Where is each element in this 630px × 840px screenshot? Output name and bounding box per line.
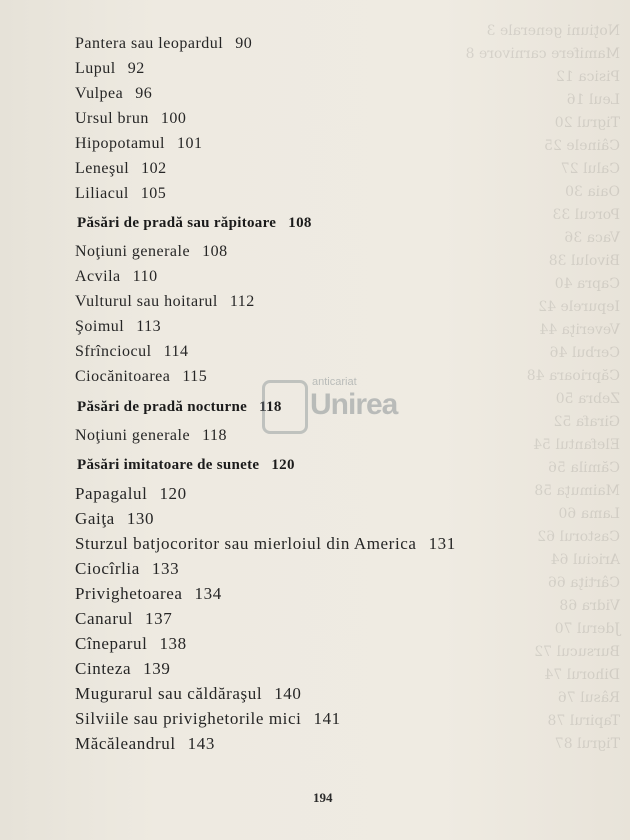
toc-entry — [75, 368, 207, 386]
entry-page-number: 118 — [202, 427, 227, 444]
entry-page-number: 96 — [135, 85, 153, 102]
entry-page-number: 139 — [143, 659, 171, 678]
bleed-line: Cârtiţa 66 — [547, 575, 620, 591]
bleed-line: Cămila 56 — [548, 460, 620, 476]
toc-entry — [75, 709, 341, 729]
entry-title: Papagalul — [75, 484, 148, 503]
bleed-line: Dihorul 74 — [544, 667, 620, 683]
toc-entry — [75, 659, 170, 679]
toc-entry — [75, 185, 166, 203]
entry-title: Vulpea — [75, 85, 124, 102]
page-number: 194 — [313, 790, 333, 805]
entry-page-number: 138 — [159, 634, 187, 653]
toc-entry — [75, 35, 252, 53]
bleed-line: Porcul 33 — [552, 207, 620, 223]
entry-title: Liliacul — [75, 185, 129, 202]
bleed-line: Câinele 25 — [544, 138, 620, 154]
bleed-line: Elefantul 54 — [533, 437, 620, 453]
entry-page-number: 113 — [136, 318, 162, 335]
entry-page-number: 108 — [288, 215, 312, 231]
entry-page-number: 137 — [145, 609, 173, 628]
bleed-line: Vaca 36 — [564, 230, 620, 246]
bleed-line: Vidra 68 — [559, 598, 620, 614]
entry-page-number: 115 — [182, 368, 208, 385]
bleed-line: Iepurele 42 — [538, 299, 620, 315]
entry-page-number: 131 — [428, 534, 456, 553]
entry-page-number: 110 — [132, 268, 158, 285]
entry-page-number: 114 — [163, 343, 189, 360]
entry-page-number: 141 — [313, 709, 341, 728]
entry-page-number: 102 — [141, 160, 167, 177]
entry-page-number: 118 — [259, 399, 282, 415]
bleed-line: Mamifere carnivore 8 — [465, 46, 620, 62]
toc-entry — [75, 584, 222, 604]
toc-entry — [75, 293, 255, 311]
toc-entry — [75, 684, 302, 704]
entry-page-number: 120 — [271, 457, 295, 473]
section-heading — [77, 457, 295, 474]
bleed-line: Pisica 12 — [555, 69, 620, 85]
bleed-line: Maimuţa 58 — [534, 483, 620, 499]
bleed-line: Lama 60 — [558, 506, 620, 522]
watermark-small-text: anticariat — [312, 376, 357, 388]
entry-title: Păsări imitatoare de sunete — [77, 457, 260, 473]
entry-title: Noţiuni generale — [75, 243, 191, 260]
entry-title: Lupul — [75, 60, 116, 77]
toc-entry — [75, 243, 228, 261]
bleed-line: Castorul 62 — [537, 529, 620, 545]
section-heading — [77, 215, 312, 232]
entry-title: Privighetoarea — [75, 584, 183, 603]
bleed-line: Zebra 50 — [555, 391, 620, 407]
entry-title: Măcăleandrul — [75, 734, 176, 753]
entry-title: Gaiţa — [75, 509, 115, 528]
entry-title: Hipopotamul — [75, 135, 165, 152]
toc-entry — [75, 85, 152, 103]
bleed-line: Girafa 52 — [553, 414, 620, 430]
bleed-line: Capra 40 — [554, 276, 620, 292]
entry-page-number: 100 — [160, 110, 187, 127]
bleed-line: Tapirul 78 — [547, 713, 620, 729]
bleed-line: Tigrul 87 — [554, 736, 620, 752]
entry-title: Cîneparul — [75, 634, 148, 653]
bleed-line: Veveriţa 44 — [539, 322, 620, 338]
entry-title: Păsări de pradă sau răpitoare — [77, 215, 277, 231]
bleed-line: Calul 27 — [560, 161, 620, 177]
book-icon — [262, 380, 308, 434]
toc-entry — [75, 343, 189, 361]
bleed-line: Tigrul 20 — [554, 115, 620, 131]
toc-entry — [75, 60, 145, 78]
toc-entry — [75, 318, 161, 336]
entry-title: Ciocîrlia — [75, 559, 140, 578]
entry-page-number: 90 — [235, 35, 253, 52]
entry-page-number: 101 — [176, 135, 203, 152]
entry-title: Noţiuni generale — [75, 427, 191, 444]
entry-title: Păsări de pradă nocturne — [77, 399, 248, 415]
toc-entry — [75, 160, 167, 178]
toc-entry — [75, 634, 187, 654]
bleed-line: Jderul 70 — [554, 621, 620, 637]
entry-page-number: 108 — [202, 243, 228, 260]
watermark-logo — [262, 376, 432, 436]
bleed-line: Căprioara 48 — [526, 368, 620, 384]
entry-title: Cinteza — [75, 659, 132, 678]
entry-title: Sfrînciocul — [75, 343, 152, 360]
entry-title: Ciocănitoarea — [75, 368, 171, 385]
toc-entry — [75, 135, 202, 153]
entry-page-number: 92 — [127, 60, 145, 77]
entry-title: Pantera sau leopardul — [75, 35, 224, 52]
toc-entry — [75, 559, 179, 579]
bleed-line: Cerbul 46 — [549, 345, 620, 361]
entry-page-number: 133 — [151, 559, 180, 578]
section-heading — [77, 399, 282, 416]
bleed-line: Leul 16 — [566, 92, 620, 108]
entry-title: Mugurarul sau căldăraşul — [75, 684, 263, 703]
entry-title: Silviile sau privighetorile mici — [75, 709, 302, 728]
entry-title: Şoimul — [75, 318, 125, 335]
toc-entry — [75, 427, 227, 445]
toc-entry — [75, 734, 215, 754]
entry-page-number: 143 — [187, 734, 215, 753]
entry-page-number: 105 — [140, 185, 167, 202]
entry-title: Canarul — [75, 609, 134, 628]
entry-title: Leneşul — [75, 160, 130, 177]
entry-title: Sturzul batjocoritor sau mierloiul din America — [75, 534, 417, 553]
bleed-line: Ariciul 64 — [550, 552, 620, 568]
entry-title: Vulturul sau hoitarul — [75, 293, 218, 310]
toc-entry — [75, 110, 186, 128]
entry-title: Acvila — [75, 268, 121, 285]
toc-entry — [75, 609, 172, 629]
entry-page-number: 134 — [194, 584, 222, 603]
toc-entry — [75, 509, 154, 529]
entry-page-number: 130 — [126, 509, 155, 528]
entry-page-number: 120 — [159, 484, 187, 503]
watermark-big-text: Unirea — [310, 388, 398, 421]
bleed-line: Bivolul 38 — [548, 253, 620, 269]
entry-title: Ursul brun — [75, 110, 149, 127]
entry-page-number: 140 — [274, 684, 302, 703]
bleed-line: Râsul 76 — [557, 690, 620, 706]
toc-entry — [75, 534, 456, 554]
bleed-line: Bursucul 72 — [534, 644, 620, 660]
toc-entry — [75, 484, 187, 504]
toc-entry — [75, 268, 158, 286]
entry-page-number: 112 — [229, 293, 255, 310]
bleed-line: Oaia 30 — [565, 184, 620, 200]
bleed-line: Noţiuni generale 3 — [486, 23, 620, 39]
